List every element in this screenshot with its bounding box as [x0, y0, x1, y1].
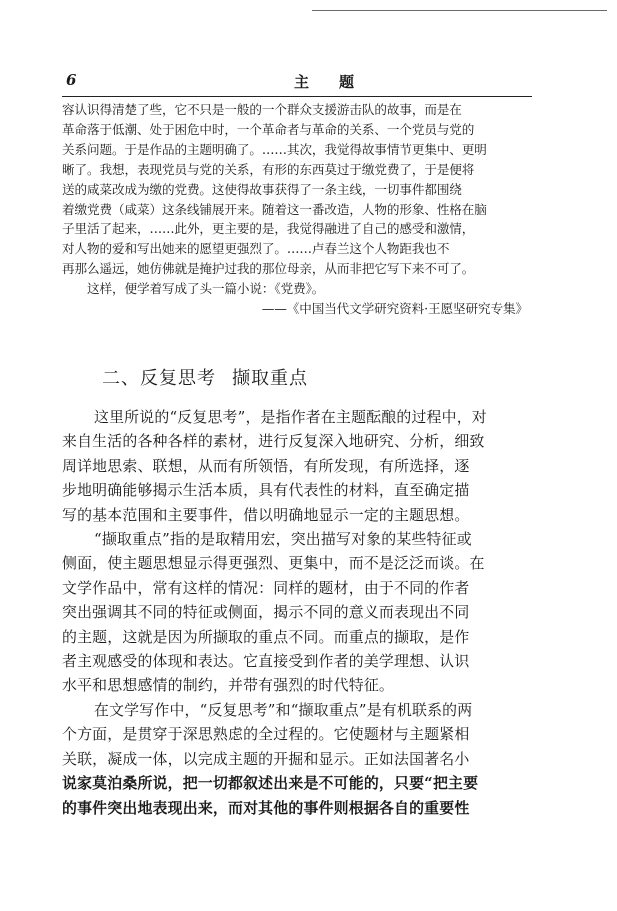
quote-line: 革命落于低潮、处于困危中时，一个革命者与革命的关系、一个党员与党的: [62, 121, 475, 137]
running-title: 主题: [294, 73, 385, 91]
quote-line: 再那么遥远，她仿佛就是掩护过我的那位母亲，从而非把它写下来不可了。: [62, 261, 475, 277]
paragraph-3-line: 关联，凝成一体，以完成主题的开掘和显示。正如法国著名小: [62, 749, 470, 768]
paragraph-2-line: 的主题，这就是因为所撷取的重点不同。而重点的撷取，是作: [62, 627, 470, 646]
quote-line: 晰了。我想，表现党员与党的关系，有形的东西莫过于缴党费了，于是便将: [62, 161, 475, 177]
paragraph-1-line: 步地明确能够揭示生活本质，具有代表性的材料，直至确定描: [62, 481, 470, 500]
paragraph-3-line: 的事件突出地表现出来，而对其他的事件则根据各自的重要性: [62, 798, 470, 817]
paragraph-1-line: 写的基本范围和主要事件，借以明确地显示一定的主题思想。: [62, 505, 470, 524]
paragraph-3-line: 说家莫泊桑所说，把一切都叙述出来是不可能的，只要“把主要: [62, 774, 479, 793]
page-header: [62, 71, 532, 95]
section-heading: [102, 364, 308, 390]
quote-line: 对人物的爱和写出她来的愿望更强烈了。……卢春兰这个人物距我也不: [62, 241, 450, 257]
top-edge-rule: [312, 10, 607, 11]
paragraph-2-line: 水平和思想感情的制约，并带有强烈的时代特征。: [62, 676, 394, 695]
quote-line: 子里活了起来，……此外，更主要的是，我觉得融进了自己的感受和激情，: [62, 221, 475, 237]
paragraph-2-line: 文学作品中，常有这样的情况：同样的题材，由于不同的作者: [62, 578, 470, 597]
header-rule: [62, 96, 532, 97]
quote-closing-line: 这样，便学着写成了头一篇小说：《党费》。: [87, 281, 325, 297]
body-text: [62, 405, 532, 820]
section-number: 二、: [102, 368, 140, 389]
paragraph-3-line: 个方面，是贯穿于深思熟虑的全过程的。它使题材与主题紧相: [62, 725, 470, 744]
quote-line: 着缴党费（咸菜）这条线铺展开来。随着这一番改造，人物的形象、性格在脑: [62, 201, 487, 217]
paragraph-2-line: “撷取重点”指的是取精用宏，突出描写对象的某些特征或: [94, 530, 472, 549]
quote-line: 容认识得清楚了些，它不只是一般的一个群众支援游击队的故事，而是在: [62, 102, 462, 117]
paragraph-1-line: 来自生活的各种各样的素材，进行反复深入地研究、分析，细致: [62, 432, 485, 451]
paragraph-3-line: 在文学写作中，“反复思考”和“撷取重点”是有机联系的两: [94, 700, 473, 719]
paragraph-1-line: 这里所说的“反复思考”，是指作者在主题酝酿的过程中，对: [94, 408, 487, 426]
paragraph-1-line: 周详地思索、联想，从而有所领悟，有所发现，有所选择，逐: [62, 456, 470, 475]
section-title-part1: 反复思考: [140, 368, 216, 389]
page-number: 6: [66, 71, 77, 89]
paragraph-2-line: 侧面，使主题思想显示得更强烈、更集中，而不是泛泛而谈。在: [62, 554, 485, 573]
quoted-passage: [62, 100, 532, 319]
paragraph-2-line: 突出强调其不同的特征或侧面，揭示不同的意义而表现出不同: [62, 603, 470, 622]
quote-line: 送的咸菜改成为缴的党费。这使得故事获得了一条主线，一切事件都围绕: [62, 181, 462, 197]
paragraph-2-line: 者主观感受的体现和表达。它直接受到作者的美学理想、认识: [62, 652, 470, 671]
quote-source: ——《中国当代文学研究资料·王愿坚研究专集》: [261, 301, 528, 317]
section-title-part2: 撷取重点: [232, 368, 308, 389]
quote-line: 关系问题。于是作品的主题明确了。……其次，我觉得故事情节更集中、更明: [62, 141, 487, 157]
